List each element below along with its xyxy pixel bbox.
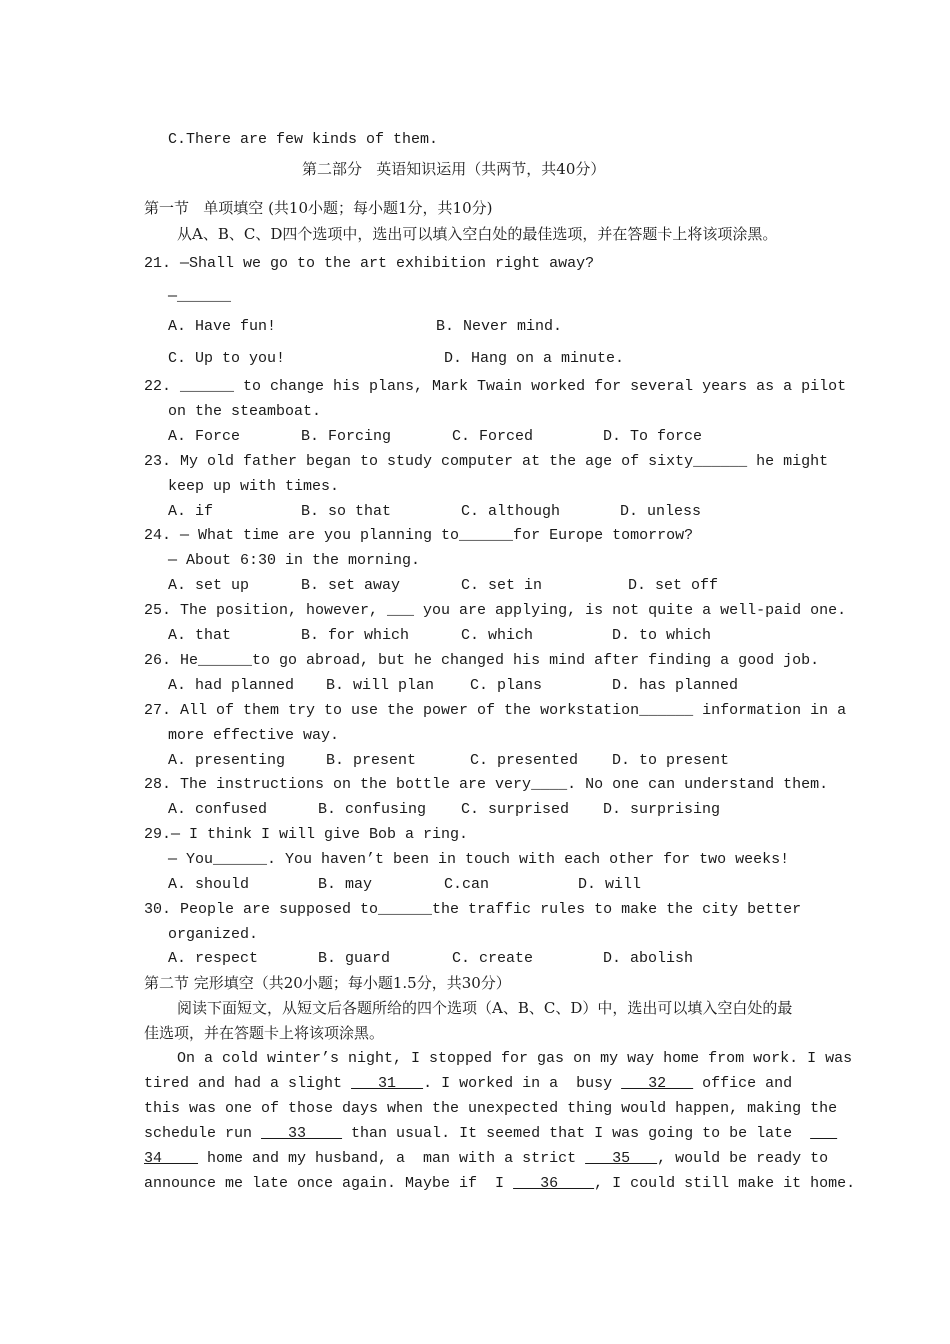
section2-instruction-line-2: 佳选项，并在答题卡上将该项涂黑。 <box>144 1024 385 1042</box>
passage-text: tired and had a slight <box>144 1075 352 1092</box>
passage-text: announce me late once again. Maybe if I <box>144 1175 514 1192</box>
passage-text: schedule run <box>144 1125 262 1142</box>
question-21-line-1: 21. —Shall we go to the art exhibition right away? <box>144 255 595 272</box>
prev-question-option-c: C.There are few kinds of them. <box>168 131 439 148</box>
question-24-option-d: D. set off <box>628 577 719 594</box>
blank-34-start <box>810 1125 837 1142</box>
question-26-option-a: A. had planned <box>168 677 295 694</box>
question-23-line-1: 23. My old father began to study computer at the age of sixty______ he might <box>144 453 829 470</box>
question-30-option-a: A. respect <box>168 950 259 967</box>
question-26-option-c: C. plans <box>470 677 543 694</box>
passage-line-3: this was one of those days when the unexpected thing would happen, making the <box>144 1100 838 1117</box>
question-23-option-c: C. although <box>461 503 561 520</box>
passage-line-2 <box>144 1075 792 1093</box>
question-21-line-2: —______ <box>168 288 232 305</box>
passage-line-5 <box>144 1150 828 1168</box>
blank-34: 34 <box>144 1150 199 1167</box>
question-22-option-b: B. Forcing <box>301 428 392 445</box>
question-29-option-a: A. should <box>168 876 250 893</box>
section1-instruction: 从A、B、C、D四个选项中，选出可以填入空白处的最佳选项，并在答题卡上将该项涂黑。 <box>177 225 778 243</box>
question-27-line-2: more effective way. <box>168 727 340 744</box>
question-22-option-c: C. Forced <box>452 428 534 445</box>
question-27-option-a: A. presenting <box>168 752 286 769</box>
question-26-option-d: D. has planned <box>612 677 739 694</box>
question-21-option-d: D. Hang on a minute. <box>444 350 625 367</box>
passage-text: , I could still make it home. <box>594 1175 856 1192</box>
question-21-option-c: C. Up to you! <box>168 350 286 367</box>
passage-line-4 <box>144 1125 837 1143</box>
passage-text: than usual. It seemed that I was going to be late <box>342 1125 811 1142</box>
question-22-option-d: D. To force <box>603 428 703 445</box>
question-25-option-c: C. which <box>461 627 534 644</box>
question-24-option-b: B. set away <box>301 577 401 594</box>
question-28-option-b: B. confusing <box>318 801 427 818</box>
question-25-option-b: B. for which <box>301 627 410 644</box>
question-23-option-b: B. so that <box>301 503 392 520</box>
question-27-option-b: B. present <box>326 752 417 769</box>
question-27-option-d: D. to present <box>612 752 730 769</box>
question-21-option-b: B. Never mind. <box>436 318 563 335</box>
question-28-option-d: D. surprising <box>603 801 721 818</box>
question-30-line-2: organized. <box>168 926 259 943</box>
passage-text: office and <box>693 1075 793 1092</box>
question-27-option-c: C. presented <box>470 752 579 769</box>
section1-title: 第一节 单项填空 (共10小题；每小题1分，共10分) <box>144 199 493 217</box>
question-28-option-a: A. confused <box>168 801 268 818</box>
question-24-line-2: — About 6:30 in the morning. <box>168 552 421 569</box>
passage-text: home and my husband, a man with a strict <box>198 1150 586 1167</box>
part2-title: 第二部分 英语知识运用（共两节，共40分） <box>302 160 606 178</box>
question-30-line-1: 30. People are supposed to______the traffic rules to make the city better <box>144 901 802 918</box>
question-22-option-a: A. Force <box>168 428 241 445</box>
section2-title: 第二节 完形填空（共20小题；每小题1.5分，共30分） <box>144 974 511 992</box>
question-24-line-1: 24. — What time are you planning to______for Europe tomorrow? <box>144 527 694 544</box>
question-29-option-b: B. may <box>318 876 373 893</box>
question-26-option-b: B. will plan <box>326 677 435 694</box>
question-22-line-2: on the steamboat. <box>168 403 322 420</box>
question-28-line-1: 28. The instructions on the bottle are very____. No one can understand them. <box>144 776 829 793</box>
question-29-line-2: — You______. You haven’t been in touch with each other for two weeks! <box>168 851 790 868</box>
question-30-option-b: B. guard <box>318 950 391 967</box>
question-23-option-a: A. if <box>168 503 214 520</box>
question-27-line-1: 27. All of them try to use the power of the workstation______ information in a <box>144 702 847 719</box>
blank-36: 36 <box>513 1175 595 1192</box>
question-29-option-d: D. will <box>578 876 642 893</box>
question-25-line-1: 25. The position, however, ___ you are applying, is not quite a well-paid one. <box>144 602 847 619</box>
passage-line-1: On a cold winter’s night, I stopped for gas on my way home from work. I was <box>177 1050 853 1067</box>
question-23-option-d: D. unless <box>620 503 702 520</box>
section2-instruction-line-1: 阅读下面短文，从短文后各题所给的四个选项（A、B、C、D）中，选出可以填入空白处的最 <box>177 999 793 1017</box>
question-23-line-2: keep up with times. <box>168 478 340 495</box>
passage-text: , would be ready to <box>657 1150 829 1167</box>
question-21-option-a: A. Have fun! <box>168 318 277 335</box>
blank-32: 32 <box>621 1075 694 1092</box>
passage-line-6 <box>144 1175 855 1193</box>
question-24-option-a: A. set up <box>168 577 250 594</box>
question-28-option-c: C. surprised <box>461 801 570 818</box>
blank-33: 33 <box>261 1125 343 1142</box>
question-29-line-1: 29.— I think I will give Bob a ring. <box>144 826 469 843</box>
question-26-line-1: 26. He______to go abroad, but he changed his mind after finding a good job. <box>144 652 820 669</box>
question-24-option-c: C. set in <box>461 577 543 594</box>
passage-text: . I worked in a busy <box>423 1075 622 1092</box>
question-25-option-a: A. that <box>168 627 232 644</box>
question-22-line-1: 22. ______ to change his plans, Mark Twain worked for several years as a pilot <box>144 378 847 395</box>
question-29-option-c: C.can <box>444 876 490 893</box>
question-30-option-d: D. abolish <box>603 950 694 967</box>
question-25-option-d: D. to which <box>612 627 712 644</box>
question-30-option-c: C. create <box>452 950 534 967</box>
blank-31: 31 <box>351 1075 424 1092</box>
blank-35: 35 <box>585 1150 658 1167</box>
